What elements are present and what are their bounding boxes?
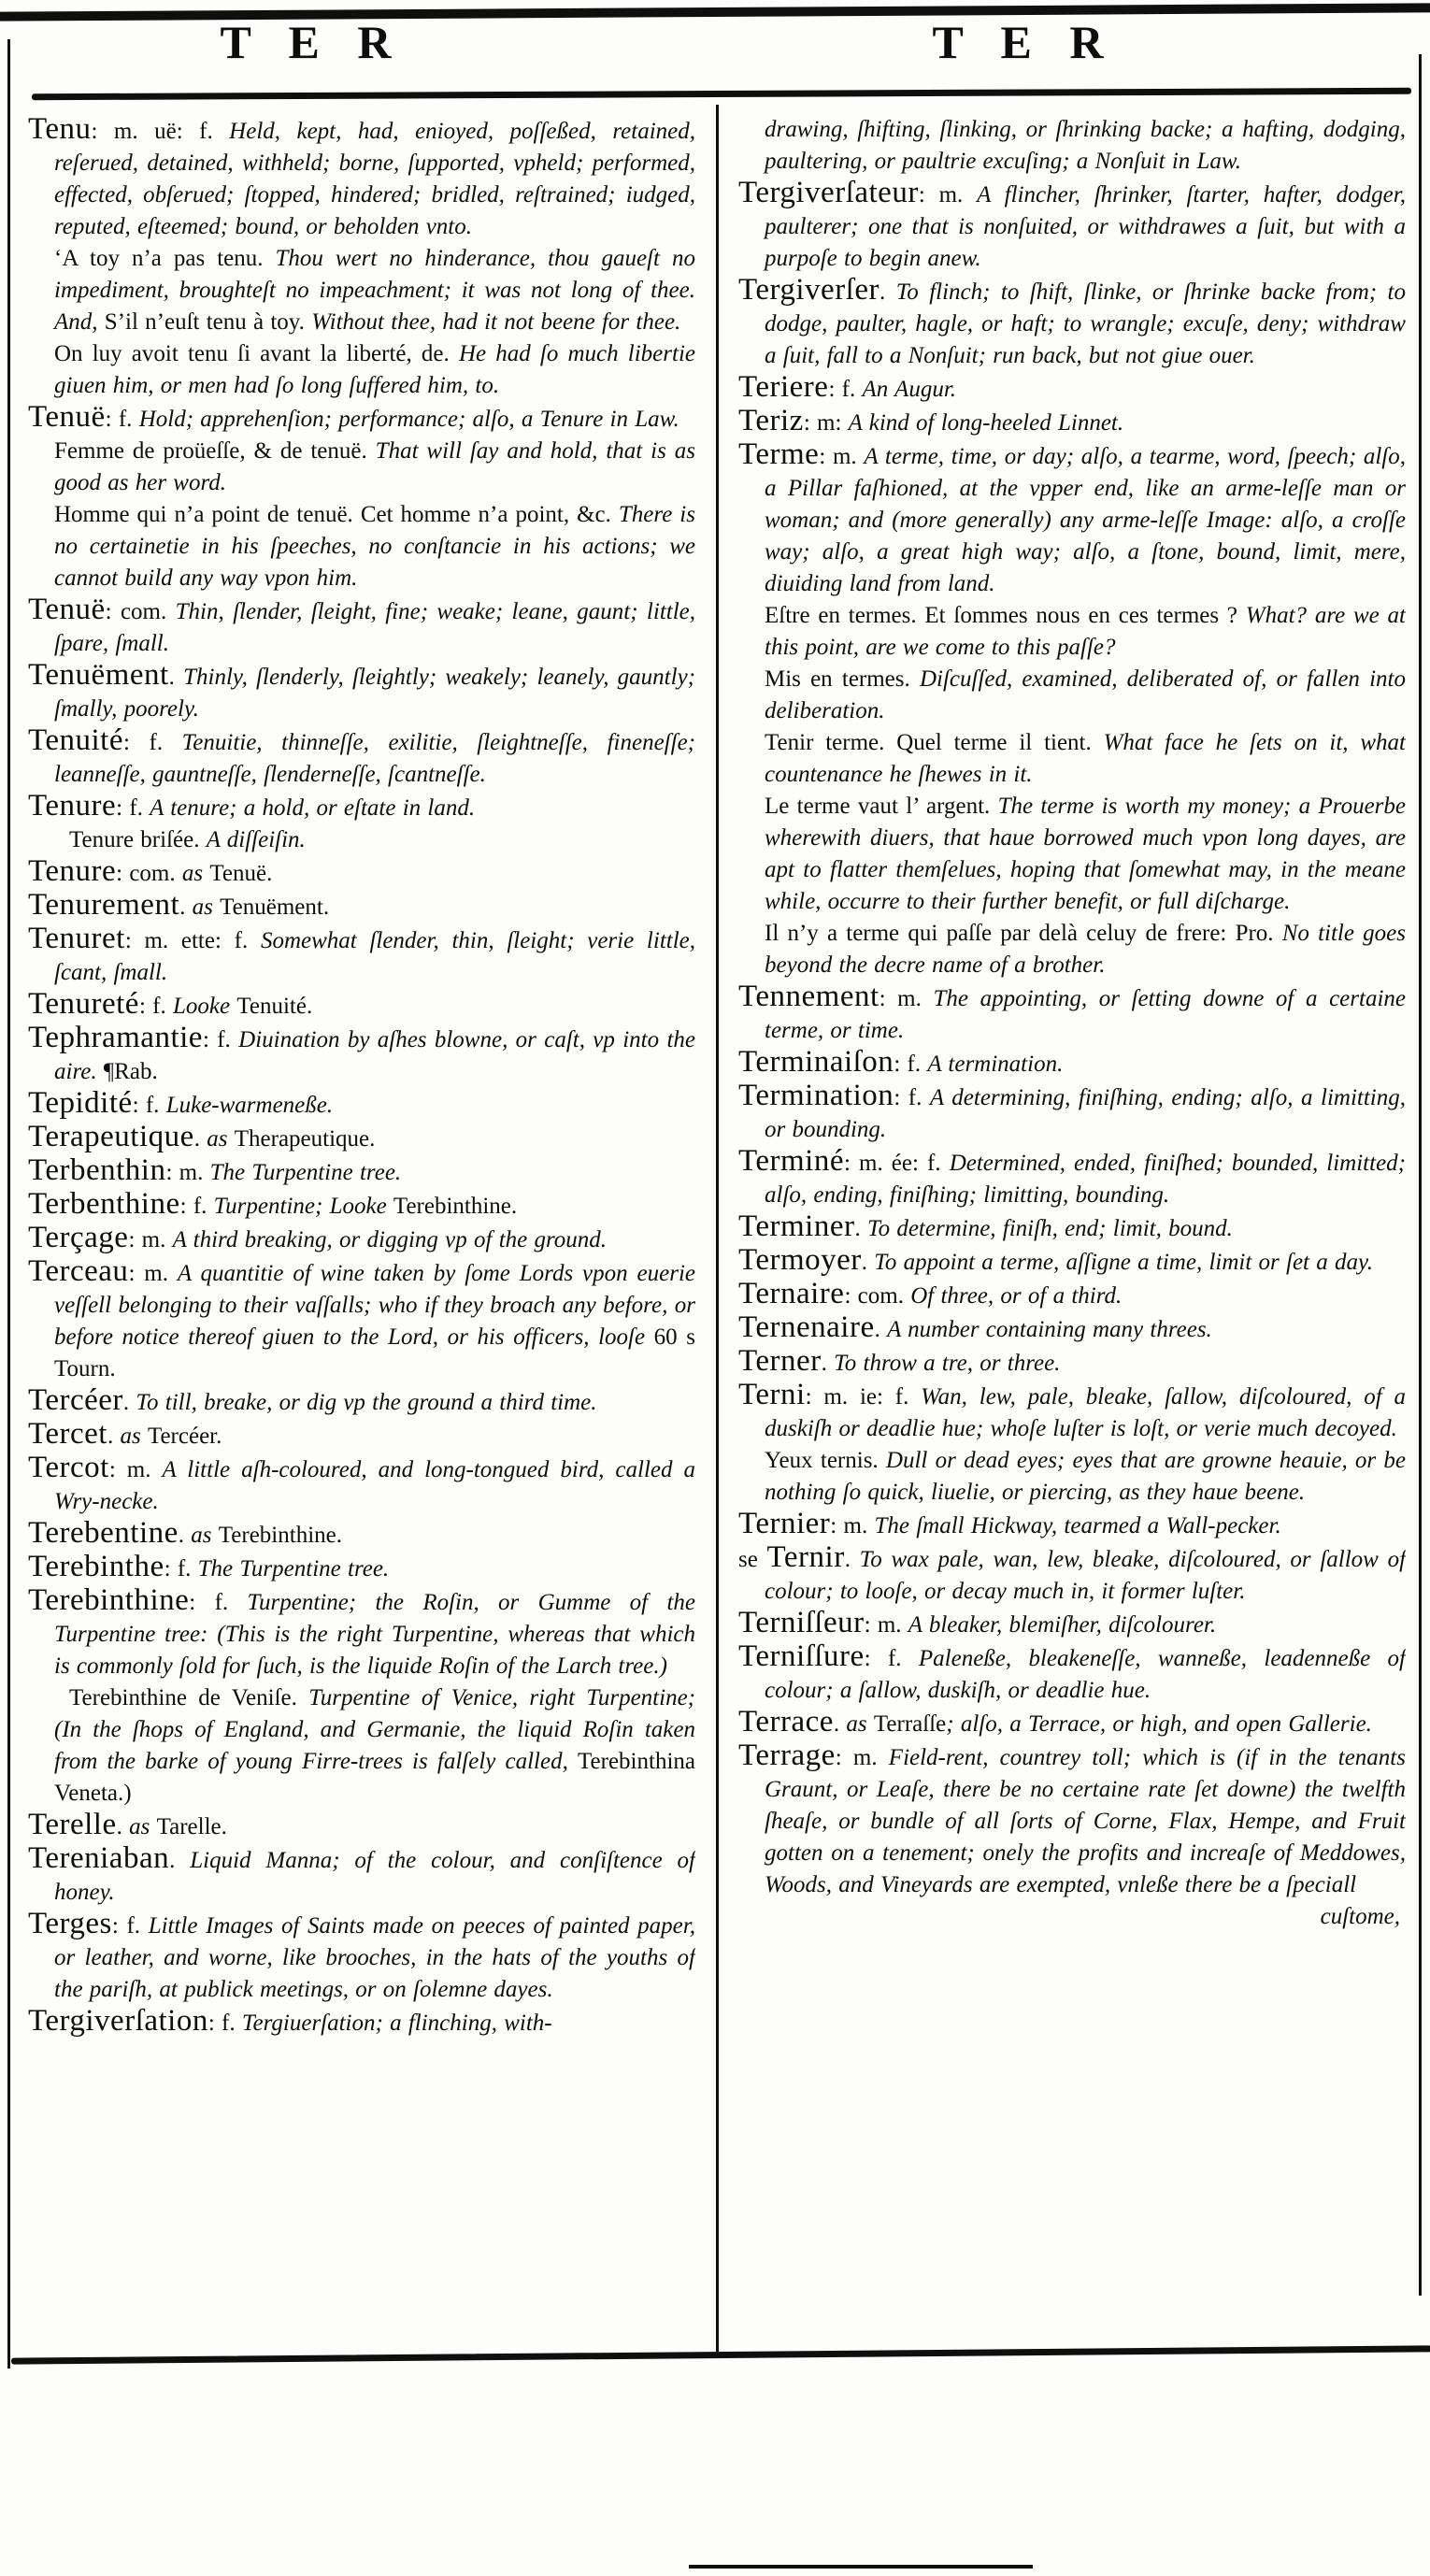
dictionary-entry xyxy=(738,727,1406,791)
entry-text: Liquid Manna; of the colour, and conſiſtence of honey. xyxy=(54,1848,695,1905)
entry-text: : m. xyxy=(128,1227,173,1252)
entry-text: : m. xyxy=(830,1513,875,1538)
entry-text: 60 s Tourn. xyxy=(54,1324,695,1381)
dictionary-entry xyxy=(28,436,695,499)
headword: Terebinthine xyxy=(28,1583,190,1617)
page-border-right xyxy=(1419,54,1422,2296)
entry-text: : m. xyxy=(879,986,934,1011)
entry-text: Terraſſe xyxy=(873,1711,947,1737)
entry-text: : f. xyxy=(179,1194,214,1219)
dictionary-entry xyxy=(28,1419,695,1453)
entry-text: . xyxy=(169,1848,191,1873)
entry-text: cuſtome, xyxy=(1320,1904,1400,1929)
dictionary-entry xyxy=(738,372,1406,406)
dictionary-entry xyxy=(738,1380,1406,1445)
entry-text: To appoint a terme, aſſigne a time, limit or ſet a day. xyxy=(874,1250,1373,1275)
entry-text: Tenuëment. xyxy=(220,894,330,920)
dictionary-entry xyxy=(28,1909,695,2006)
headword: Tenurement xyxy=(28,888,180,922)
dictionary-entry xyxy=(28,1585,695,1682)
entry-text: : m. ie: f. xyxy=(805,1384,922,1410)
dictionary-entry xyxy=(28,824,695,856)
entry-text: : f. xyxy=(828,377,863,402)
entry-text: : f. xyxy=(105,407,139,432)
entry-text: . xyxy=(168,665,184,690)
headword: Terapeutique xyxy=(28,1120,194,1153)
headword: Terelle xyxy=(28,1808,117,1841)
dictionary-entry xyxy=(738,1080,1406,1146)
entry-text: as xyxy=(846,1711,874,1737)
dictionary-entry xyxy=(738,981,1406,1047)
dictionary-entry xyxy=(28,1552,695,1585)
entry-text: : f. xyxy=(138,994,173,1019)
entry-text: : f. xyxy=(202,1027,239,1052)
headword: Terniſſeur xyxy=(738,1606,865,1639)
dictionary-entry xyxy=(28,1223,695,1256)
entry-text: What face he ſets on it, what countenance he ſhewes in it. xyxy=(765,730,1406,787)
entry-text: Luke-warmeneße. xyxy=(165,1093,334,1118)
headword: Terrage xyxy=(738,1739,836,1772)
entry-text: drawing, ſhifting, ſlinking, or ſhrinking backe; a hafting, dodging, paultering, or paultrie excuſing; a Nonſuit in Law. xyxy=(765,117,1406,174)
entry-text: Tarelle. xyxy=(156,1814,227,1839)
headword: Teriz xyxy=(738,404,804,437)
entry-text: Thinly, ſlenderly, ſleightly; weakely; leanely, gauntly; ſmally, poorely. xyxy=(54,665,695,722)
dictionary-entry xyxy=(738,406,1406,439)
headword: Terçage xyxy=(28,1221,129,1254)
headword: Terges xyxy=(28,1907,112,1940)
dictionary-entry xyxy=(28,856,695,890)
headword: Terceau xyxy=(28,1254,129,1288)
headword: Terniſſure xyxy=(738,1639,865,1673)
headword: Tephramantie xyxy=(28,1021,203,1054)
headword: Terminé xyxy=(738,1144,844,1178)
dictionary-entry xyxy=(28,725,695,791)
dictionary-entry xyxy=(28,2006,695,2039)
headword: Tenuité xyxy=(28,723,123,757)
headword: Terni xyxy=(738,1378,806,1411)
dictionary-entry xyxy=(28,1682,695,1810)
entry-text: . xyxy=(861,1250,875,1275)
entry-text: : f. xyxy=(164,1556,198,1581)
entry-text: Yeux ternis. xyxy=(765,1448,886,1473)
headword: Tenuëment xyxy=(28,658,169,692)
entry-text: : m. xyxy=(864,1612,908,1638)
headword: Termination xyxy=(738,1079,894,1112)
entry-text: : f. xyxy=(122,730,182,755)
entry-text: To determine, finiſh, end; limit, bound. xyxy=(866,1216,1233,1241)
dictionary-entry xyxy=(738,178,1406,275)
headword: Terbenthine xyxy=(28,1187,180,1221)
entry-text: . xyxy=(193,1126,207,1152)
entry-text: : m. uë: f. xyxy=(91,119,230,144)
entry-text: Dull or dead eyes; eyes that are growne heauie, or be nothing ſo quick, liuelie, or piercing, as they haue beene. xyxy=(765,1448,1406,1505)
dictionary-entry xyxy=(28,594,695,660)
headword: Tennement xyxy=(738,980,879,1013)
entry-text: Terebinthine. xyxy=(218,1523,342,1548)
entry-text: A quantitie of wine taken by ſome Lords vpon euerie veſſell belonging to their vaſſalls; who if they broach any before, or before notice thereof giuen to the Lord, or his officers, looſe xyxy=(54,1261,695,1350)
entry-text: : m. xyxy=(819,444,865,469)
footer-mark xyxy=(689,2565,1033,2569)
entry-text: : f. xyxy=(116,795,150,821)
entry-text: : m: xyxy=(803,410,849,436)
dictionary-entry xyxy=(738,791,1406,918)
dictionary-entry xyxy=(738,1509,1406,1542)
entry-text: ; alſo, a Terrace, or high, and open Gallerie. xyxy=(946,1711,1372,1737)
entry-text: Thou wert no hinderance, thou gaueſt no impediment, broughteſt no impeachment; it was not long of thee. And, xyxy=(54,246,695,335)
entry-text: To till, breake, or dig vp the ground a third time. xyxy=(136,1390,597,1415)
entry-text: Field-rent, countrey toll; which is (if in the tenants Graunt, or Leaſe, there be no certaine rate ſet downe) the twelfth ſheaſe, or bundle of all ſorts of Corne, Flax, Hempe, and Fruit gotten on a tenement; onely the profits and increaſe of Meddowes, Woods, and Vineyards are exempted, vnleße there be a ſpeciall xyxy=(765,1745,1406,1897)
dictionary-entry xyxy=(28,923,695,989)
dictionary-entry xyxy=(28,338,695,402)
entry-text: There is no certainetie in his ſpeeches, no conſtancie in his actions; we cannot build any way vpon him. xyxy=(54,502,695,591)
dictionary-entry xyxy=(738,114,1406,178)
dictionary-entry xyxy=(28,1256,695,1385)
headword: Terner xyxy=(738,1344,822,1378)
entry-text: He had ſo much libertie giuen him, or men had ſo long ſuffered him, to. xyxy=(54,341,695,398)
entry-text: A tenure; a hold, or eſtate in land. xyxy=(150,795,476,821)
page-border-left xyxy=(7,39,10,2368)
headword: Terebentine xyxy=(28,1516,179,1550)
entry-text: What? are we at this point, are we come to this paſſe? xyxy=(765,603,1406,660)
entry-text: Terebinthine. xyxy=(393,1194,518,1219)
entry-text: A diſſeiſin. xyxy=(206,827,306,852)
entry-text: as xyxy=(129,1814,157,1839)
headword: Tenu xyxy=(28,114,92,146)
dictionary-entry xyxy=(28,243,695,338)
dictionary-entry xyxy=(738,275,1406,372)
entry-text: . xyxy=(874,1317,888,1342)
dictionary-entry xyxy=(28,1122,695,1155)
entry-text: Il n’y a terme qui paſſe par delà celuy de frere: Pro. xyxy=(765,921,1282,946)
dictionary-entry xyxy=(28,660,695,725)
entry-text: . xyxy=(821,1351,835,1376)
entry-text: Thin, ſlender, ſleight, fine; weake; leane, gaunt; little, ſpare, ſmall. xyxy=(54,599,695,656)
entry-text: : com. xyxy=(105,599,176,624)
entry-text: : f. xyxy=(111,1913,149,1939)
entry-text: Held, kept, had, enioyed, poſſeßed, retained, reſerued, detained, withheld; borne, ſupported, vpheld; performed, effected, obſerued; ſtopped, hindered; bridled, reſtrained; iudged, reputed, eſteemed; bound, or beholden vnto. xyxy=(54,119,695,239)
entry-text: : f. xyxy=(864,1646,919,1671)
entry-text: : m. ette: f. xyxy=(124,928,261,953)
entry-text: That will ſay and hold, that is as good as her word. xyxy=(54,438,695,495)
entry-text: Eſtre en termes. Et ſommes nous en ces termes ? xyxy=(765,603,1246,628)
entry-text: . xyxy=(178,1523,192,1548)
entry-text: Terebinthine de Veniſe. xyxy=(69,1685,309,1710)
entry-text: To flinch; to ſhift, ſlinke, or ſhrinke backe from; to dodge, paulter, hagle, or haft; to wrangle; excuſe, deny; withdraw a ſuit, fall to a Nonſuit; run back, but not giue ouer. xyxy=(765,279,1406,368)
entry-text: : com. xyxy=(116,861,182,886)
entry-text: A termination. xyxy=(927,1052,1064,1077)
page-header-right: T E R xyxy=(932,16,1117,68)
entry-text: : m. xyxy=(128,1261,178,1286)
entry-text: Turpentine; Looke xyxy=(213,1194,393,1219)
entry-text: Hold; apprehenſion; performance; alſo, a Tenure in Law. xyxy=(138,407,679,432)
dictionary-entry xyxy=(738,1542,1406,1608)
entry-text: . xyxy=(122,1390,136,1415)
entry-text: Diſcuſſed, examined, deliberated of, or fallen into deliberation. xyxy=(765,666,1406,723)
entry-text: Mis en termes. xyxy=(765,666,920,692)
entry-text: A little aſh-coloured, and long-tongued bird, called a Wry-necke. xyxy=(54,1457,695,1514)
dictionary-entry xyxy=(738,1707,1406,1740)
dictionary-entry xyxy=(738,1146,1406,1211)
dictionary-entry xyxy=(28,1843,695,1909)
entry-text: The terme is worth my money; a Prouerbe wherewith diuers, that haue borrowed much vpon long dayes, are apt to flatter themſelues, hoping that ſomewhat may, in the meane while, occurre to their further benefit, or full diſcharge. xyxy=(765,794,1406,914)
headword: Tercot xyxy=(28,1451,109,1484)
dictionary-entry xyxy=(738,1211,1406,1245)
entry-text: The appointing, or ſetting downe of a certaine terme, or time. xyxy=(765,986,1406,1043)
dictionary-entry xyxy=(738,1641,1406,1707)
entry-text: A bleaker, blemiſher, diſcolourer. xyxy=(908,1612,1217,1638)
entry-text: ¶Rab. xyxy=(103,1059,158,1084)
headword: Tenure xyxy=(28,854,117,888)
dictionary-entry xyxy=(738,1245,1406,1279)
headword: Ternir xyxy=(766,1540,845,1574)
entry-text: Paleneße, bleakeneſſe, wanneße, leadenneße of colour; a ſallow, duskiſh, or deadlie hue. xyxy=(765,1646,1406,1703)
entry-text: . xyxy=(833,1711,847,1737)
column-right xyxy=(738,114,1406,2350)
entry-text: : m. xyxy=(165,1160,210,1185)
entry-text: A terme, time, or day; alſo, a tearme, word, ſpeech; alſo, a Pillar faſhioned, at the vpper end, like an arme-leſſe man or woman; and (more generally) any arme-leſſe Image: alſo, a croſſe way; alſo, a great high way; alſo, a ſtone, bound, limit, mere, diuiding land from land. xyxy=(765,444,1406,596)
headword: Terrace xyxy=(738,1705,834,1739)
entry-text: . xyxy=(179,894,193,920)
headword: Tenuret xyxy=(28,922,125,955)
entry-text: A number containing many threes. xyxy=(887,1317,1212,1342)
entry-text: The Turpentine tree. xyxy=(209,1160,402,1185)
entry-text: Of three, or of a third. xyxy=(910,1283,1123,1309)
headword: Terme xyxy=(738,437,820,471)
headword: Tercet xyxy=(28,1417,107,1451)
dictionary-entry xyxy=(738,1740,1406,1901)
entry-text: Femme de proüeſſe, & de tenuë. xyxy=(54,438,376,464)
headword: Ternier xyxy=(738,1507,831,1540)
entry-text: . xyxy=(879,279,896,305)
catchword xyxy=(738,1901,1406,1933)
entry-text: A kind of long-heeled Linnet. xyxy=(848,410,1124,436)
entry-text: A third breaking, or digging vp of the ground. xyxy=(172,1227,608,1252)
header-rule xyxy=(32,88,1411,100)
dictionary-entry xyxy=(28,791,695,824)
headword: Tercéer xyxy=(28,1383,123,1417)
entry-text: Tenuë. xyxy=(209,861,273,886)
entry-text: Tercéer. xyxy=(147,1424,222,1449)
dictionary-entry xyxy=(28,1023,695,1088)
entry-text: A determining, finiſhing, ending; alſo, a limitting, or bounding. xyxy=(765,1085,1406,1142)
entry-text: Turpentine of Venice, right Turpentine; (In the ſhops of England, and Germanie, the liquid Roſin taken from the barke of young Firre-trees is falſely called, xyxy=(54,1685,695,1774)
dictionary-entry xyxy=(28,1189,695,1223)
dictionary-entry xyxy=(738,1312,1406,1346)
entry-text: Turpentine; the Roſin, or Gumme of the Turpentine tree: (This is the right Turpentine, whereas that which is commonly ſold for ſuch, is the liquide Roſin of the Larch tree.) xyxy=(54,1590,695,1679)
dictionary-entry xyxy=(28,114,695,243)
entry-text: To wax pale, wan, lew, bleake, diſcoloured, or ſallow of colour; to looſe, or decay much in, it former luſter. xyxy=(765,1547,1406,1604)
dictionary-entry xyxy=(28,1453,695,1518)
entry-text: Tenuitie, thinneſſe, exilitie, ſleightneſſe, fineneſſe; leanneſſe, gauntneſſe, ſlenderneſſe, ſcantneſſe. xyxy=(54,730,695,787)
entry-text: : f. xyxy=(207,2011,242,2036)
entry-text: Somewhat ſlender, thin, ſleight; verie little, ſcant, ſmall. xyxy=(54,928,695,985)
dictionary-entry xyxy=(738,1346,1406,1380)
dictionary-entry xyxy=(738,1608,1406,1641)
headword: Terebinthe xyxy=(28,1550,164,1583)
dictionary-entry xyxy=(28,1518,695,1552)
entry-text: Therapeutique. xyxy=(234,1126,376,1152)
entry-text: No title goes beyond the decre name of a brother. xyxy=(765,921,1406,978)
dictionary-entry xyxy=(28,1385,695,1419)
entry-text: . xyxy=(854,1216,867,1241)
dictionary-entry xyxy=(738,1279,1406,1312)
dictionary-entry xyxy=(28,499,695,594)
entry-text: . xyxy=(116,1814,130,1839)
entry-text: Determined, ended, finiſhed; bounded, limitted; alſo, ending, finiſhing; limitting, bounding. xyxy=(765,1151,1406,1208)
headword: Tepidité xyxy=(28,1086,133,1120)
headword: Tenuë xyxy=(28,593,106,626)
entry-text: ‘A toy n’a pas tenu. xyxy=(54,246,276,271)
column-left xyxy=(28,114,695,2350)
page-header-left: T E R xyxy=(220,16,405,68)
headword: Tenure xyxy=(28,789,117,823)
dictionary-entry xyxy=(28,989,695,1023)
entry-text: The ſmall Hickway, tearmed a Wall-pecker. xyxy=(874,1513,1281,1538)
headword: Teriere xyxy=(738,370,829,404)
entry-text: Tenuité. xyxy=(236,994,313,1019)
entry-text: Little Images of Saints made on peeces of painted paper, or leather, and worne, like brooches, in the hats of the youths of the pariſh, at publick meetings, or on ſolemne dayes. xyxy=(54,1913,695,2002)
entry-text: se xyxy=(738,1547,767,1572)
entry-text: . xyxy=(844,1547,860,1572)
headword: Terminaiſon xyxy=(738,1045,894,1079)
entry-text: To throw a tre, or three. xyxy=(834,1351,1061,1376)
entry-text: The Turpentine tree. xyxy=(197,1556,390,1581)
headword: Tenuë xyxy=(28,400,106,434)
entry-text: Homme qui n’a point de tenuë. Cet homme n’a point, &c. xyxy=(54,502,619,527)
headword: Terminer xyxy=(738,1209,855,1243)
headword: Termoyer xyxy=(738,1243,862,1277)
entry-text: : m. ée: f. xyxy=(843,1151,950,1176)
entry-text: as xyxy=(192,894,221,920)
entry-text: Without thee, had it not beene for thee. xyxy=(311,309,681,335)
entry-text: Tenir terme. Quel terme il tient. xyxy=(765,730,1104,755)
dictionary-entry xyxy=(28,1155,695,1189)
entry-text: A flincher, ſhrinker, ſtarter, hafter, dodger, paulterer; one that is nonſuited, or withdrawes a ſuit, but with a purpoſe to begin anew. xyxy=(765,182,1406,271)
dictionary-entry xyxy=(738,1445,1406,1509)
dictionary-entry xyxy=(28,402,695,436)
entry-text: : f. xyxy=(894,1052,928,1077)
entry-text: as xyxy=(120,1424,148,1449)
headword: Tereniaban xyxy=(28,1841,170,1875)
entry-text: : f. xyxy=(189,1590,248,1615)
entry-text: : m. xyxy=(918,182,978,208)
entry-text: Looke xyxy=(172,994,237,1019)
entry-text: On luy avoit tenu ſi avant la liberté, de. xyxy=(54,341,459,366)
entry-text: An Augur. xyxy=(862,377,957,402)
headword: Tergiverſer xyxy=(738,273,880,307)
entry-text: . xyxy=(107,1424,121,1449)
page-body xyxy=(28,114,1409,2350)
entry-text: : m. xyxy=(108,1457,163,1482)
dictionary-entry xyxy=(738,918,1406,981)
entry-text: Diuination by aſhes blowne, or caſt, vp into the aire. xyxy=(54,1027,695,1084)
entry-text: Wan, lew, pale, bleake, ſallow, diſcoloured, of a duskiſh or deadlie hue; whoſe luſter is loſt, or verie much decoyed. xyxy=(765,1384,1406,1441)
headword: Tergiverſateur xyxy=(738,176,919,209)
entry-text: Le terme vaut l’ argent. xyxy=(765,794,998,819)
entry-text: Terebinthina Veneta.) xyxy=(54,1749,695,1806)
entry-text: : f. xyxy=(894,1085,930,1110)
entry-text: : f. xyxy=(132,1093,166,1118)
dictionary-entry xyxy=(28,890,695,923)
entry-text: as xyxy=(207,1126,235,1152)
entry-text: S’il n’euſt tenu à toy. xyxy=(104,309,312,335)
entry-text: Tergiuerſation; a flinching, with- xyxy=(241,2011,552,2036)
entry-text: : m. xyxy=(835,1745,889,1770)
dictionary-entry xyxy=(738,1047,1406,1080)
dictionary-entry xyxy=(28,1088,695,1122)
headword: Ternenaire xyxy=(738,1310,875,1344)
entry-text: as xyxy=(181,861,210,886)
headword: Terbenthin xyxy=(28,1153,166,1187)
headword: Tenureté xyxy=(28,987,139,1021)
dictionary-entry xyxy=(738,439,1406,600)
dictionary-entry xyxy=(28,1810,695,1843)
dictionary-entry xyxy=(738,664,1406,727)
entry-text: : com. xyxy=(844,1283,911,1309)
entry-text: Tenure briſée. xyxy=(69,827,207,852)
headword: Ternaire xyxy=(738,1277,845,1310)
dictionary-entry xyxy=(738,600,1406,664)
headword: Tergiverſation xyxy=(28,2004,208,2038)
entry-text: as xyxy=(191,1523,219,1548)
